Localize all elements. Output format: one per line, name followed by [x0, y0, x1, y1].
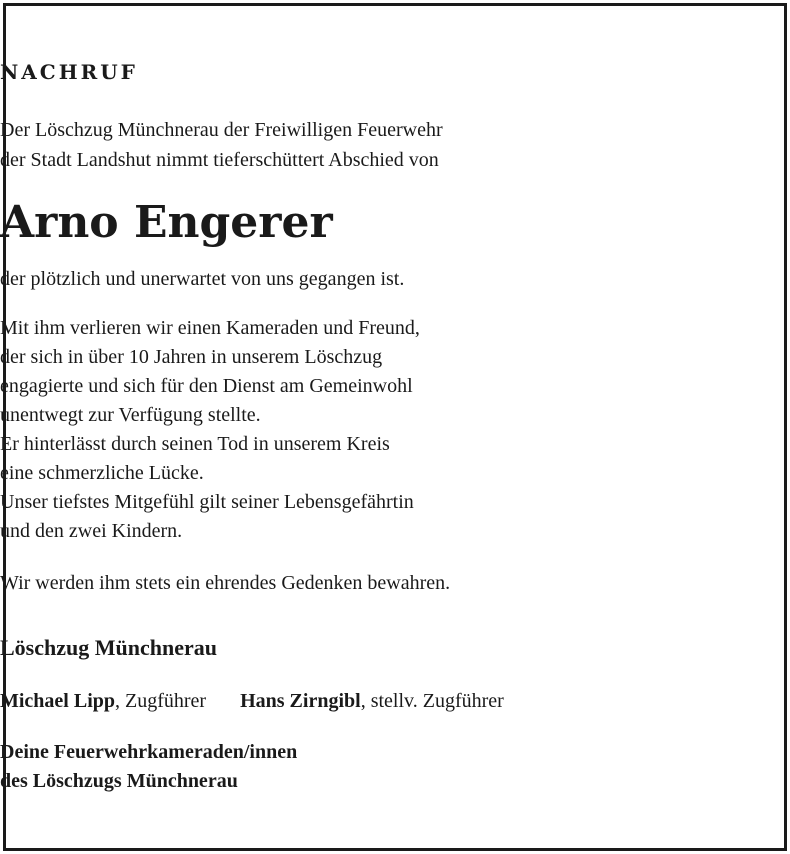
closing-line: des Löschzugs Münchnerau	[0, 770, 238, 792]
closing-line: Deine Feuerwehrkameraden/innen	[0, 741, 298, 763]
intro-line: der Stadt Landshut nimmt tieferschüttert Abschied von	[0, 149, 439, 171]
tribute-line: Mit ihm verlieren wir einen Kameraden und Freund,	[0, 317, 420, 339]
tribute-line: Unser tiefstes Mitgefühl gilt seiner Lebensgefährtin	[0, 491, 414, 513]
closing-signature	[0, 738, 790, 796]
tribute-text	[0, 314, 790, 546]
signer-role: , stellv. Zugführer	[360, 690, 504, 712]
tribute-line: engagierte und sich für den Dienst am Gemeinwohl	[0, 375, 413, 397]
deceased-name: Arno Engerer	[0, 197, 333, 248]
organization-name: Löschzug Münchnerau	[0, 635, 217, 660]
notice-heading: NACHRUF	[0, 60, 138, 84]
tribute-line: Er hinterlässt durch seinen Tod in unserem Kreis	[0, 433, 390, 455]
signer-name: Hans Zirngibl	[240, 690, 361, 712]
tribute-line: unentwegt zur Verfügung stellte.	[0, 404, 261, 426]
signer-role: , Zugführer	[115, 690, 207, 712]
tribute-line: und den zwei Kindern.	[0, 520, 183, 542]
after-name-text: der plötzlich und unerwartet von uns gegangen ist.	[0, 268, 405, 290]
intro-text	[0, 115, 790, 175]
remembrance-text: Wir werden ihm stets ein ehrendes Gedenken bewahren.	[0, 572, 451, 594]
tribute-line: eine schmerzliche Lücke.	[0, 462, 204, 484]
signers	[0, 686, 790, 716]
tribute-line: der sich in über 10 Jahren in unserem Löschzug	[0, 346, 383, 368]
signer-name: Michael Lipp	[0, 690, 116, 712]
intro-line: Der Löschzug Münchnerau der Freiwilligen Feuerwehr	[0, 119, 443, 141]
